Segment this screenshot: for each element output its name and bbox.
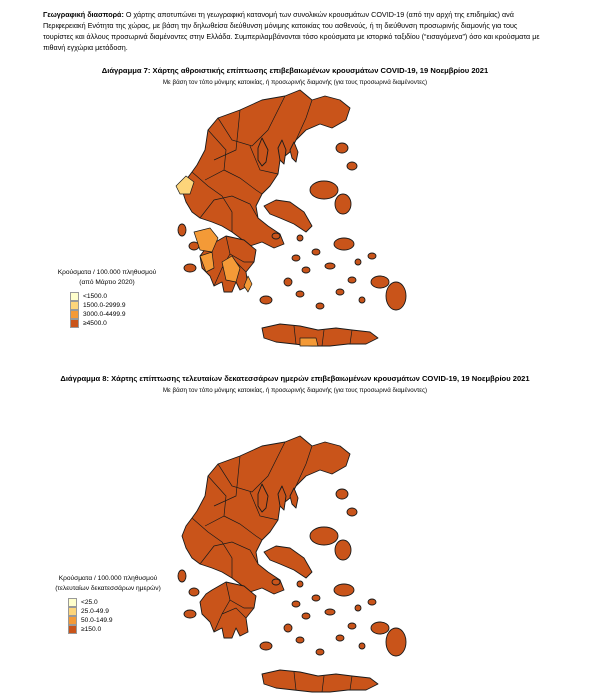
region-island (355, 605, 361, 611)
map-block-14day (0, 310, 590, 695)
legend-label: 3000.0-4499.9 (83, 311, 126, 318)
region-island (272, 579, 280, 585)
region-island (336, 143, 348, 153)
region-island (386, 282, 406, 310)
legend-swatch (68, 598, 77, 607)
legend-subtitle: (από Μάρτιο 2020) (79, 279, 135, 286)
legend-item (70, 292, 162, 301)
region-mainland (182, 90, 350, 248)
region-island (302, 613, 310, 619)
intro-label: Γεωγραφική διασπορά: (43, 10, 124, 19)
region-island (310, 527, 338, 545)
legend-item (68, 607, 166, 616)
region-island (316, 649, 324, 655)
region-island (336, 635, 344, 641)
region-island (292, 601, 300, 607)
map-regions (176, 90, 406, 346)
region-island (368, 599, 376, 605)
region-island (348, 277, 356, 283)
legend-swatch (70, 292, 79, 301)
region-island (316, 303, 324, 309)
region-island (335, 540, 351, 560)
region-island (272, 233, 280, 239)
region-island (386, 628, 406, 656)
legend-label: <1500.0 (83, 293, 108, 300)
legend-label: <25.0 (81, 599, 98, 606)
region-island (296, 291, 304, 297)
legend-item (70, 301, 162, 310)
legend-label: ≥4500.0 (83, 320, 107, 327)
region-island (325, 263, 335, 269)
legend-swatch (68, 607, 77, 616)
region-island (336, 289, 344, 295)
region-island (284, 624, 292, 632)
region-island (178, 570, 186, 582)
region-island (359, 297, 365, 303)
map-subtitle: Με βάση τον τόπο μόνιμης κατοικίας, ή προσωρινής διαμονής (για τους προσωρινά διαμένοντες) (162, 79, 428, 86)
region-evia (264, 546, 312, 578)
region-island (335, 194, 351, 214)
region-island (325, 609, 335, 615)
region-island (347, 508, 357, 516)
legend-swatch (70, 301, 79, 310)
region-island (284, 278, 292, 286)
region-island (312, 249, 320, 255)
region-island (334, 584, 354, 596)
region-lighter (200, 252, 214, 272)
region-island (292, 255, 300, 261)
region-island (297, 581, 303, 587)
region-island (336, 489, 348, 499)
legend-label: 50.0-149.9 (81, 617, 113, 624)
region-island (368, 253, 376, 259)
region-island (312, 595, 320, 601)
region-island (348, 623, 356, 629)
legend-subtitle: (τελευταίων δεκατεσσάρων ημερών) (55, 585, 161, 592)
region-island (371, 276, 389, 288)
greece-map (0, 310, 590, 695)
region-island (184, 610, 196, 618)
map-title: Διάγραμμα 7: Χάρτης αθροιστικής επίπτωσης επιβεβαιωμένων κρουσμάτων COVID-19, 19 Νοεμβρίου 2021 (101, 66, 489, 75)
map-regions (178, 436, 406, 692)
region-island (189, 588, 199, 596)
region-island (296, 637, 304, 643)
region-island (355, 259, 361, 265)
legend-swatch (68, 616, 77, 625)
region-island (297, 235, 303, 241)
legend-item (68, 598, 166, 607)
region-island (184, 264, 196, 272)
legend-label: 1500.0-2999.9 (83, 302, 126, 309)
region-island (359, 643, 365, 649)
legend-item (68, 625, 166, 634)
legend-label: 25.0-49.9 (81, 608, 109, 615)
legend-title: Κρούσματα / 100.000 πληθυσμού (57, 269, 157, 276)
region-island (260, 296, 272, 304)
legend-label: ≥150.0 (81, 626, 102, 633)
legend-title: Κρούσματα / 100.000 πληθυσμού (58, 575, 158, 582)
region-island (347, 162, 357, 170)
map-title: Διάγραμμα 8: Χάρτης επίπτωσης τελευταίων δεκατεσσάρων ημερών επιβεβαιωμένων κρουσμάτων COVID-19, 19 Νοεμβρίου 2021 (60, 374, 530, 383)
intro-text: Ο χάρτης αποτυπώνει τη γεωγραφική κατανομή των συνολικών κρουσμάτων COVID-19 (από την αρχή της επιδημίας) ανά Περιφερειακή Ενότητα της χώρας, με βάση την δηλωθείσα διεύθυνση μόνιμης κατοικίας του ασθενούς, ή τη διεύθυνση προσωρινής διαμονής για τους τουρίστες και άλλους προσωρινά διαμένοντες στην Ελλάδα. Συμπεριλαμβάνονται τόσο κρούσματα με ιστορικό ταξιδίου (“εισαγόμενα”) όσο και κρούσματα με πιθανή εγχώρια μετάδοση. (43, 10, 540, 52)
legend-swatch (68, 625, 77, 634)
legend (50, 574, 166, 634)
region-mainland (182, 436, 350, 594)
region-evia (264, 200, 312, 232)
legend-item (68, 616, 166, 625)
region-island (260, 642, 272, 650)
region-island (334, 238, 354, 250)
region-island (178, 224, 186, 236)
region-island (302, 267, 310, 273)
region-island (371, 622, 389, 634)
map-subtitle: Με βάση τον τόπο μόνιμης κατοικίας, ή προσωρινής διαμονής (για τους προσωρινά διαμένοντες) (162, 387, 428, 394)
region-island (310, 181, 338, 199)
region-crete (262, 670, 378, 692)
